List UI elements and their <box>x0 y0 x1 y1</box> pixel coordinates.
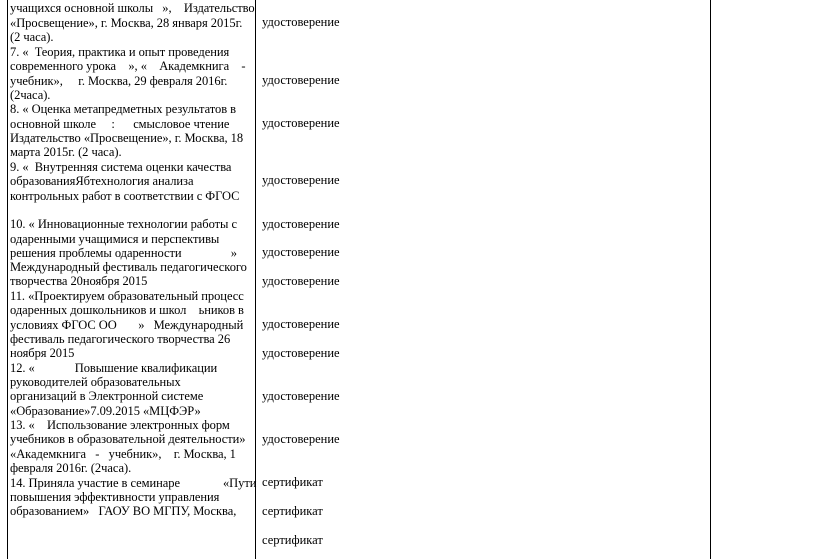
document-type-cell: удостоверение <box>262 432 340 446</box>
course-text-line: 7. « Теория, практика и опыт проведения <box>10 45 230 59</box>
document-type-cell: удостоверение <box>262 389 340 403</box>
course-text-line: февраля 2016г. (2часа). <box>10 461 132 475</box>
course-text-line: (2часа). <box>10 88 51 102</box>
document-type-cell: удостоверение <box>262 116 340 130</box>
course-text-line: учебников в образовательной деятельности» <box>10 432 246 446</box>
course-text-line: 11. «Проектируем образовательный процесс <box>10 289 244 303</box>
course-text-line: современного урока », « Академкнига - <box>10 59 246 73</box>
course-text-line: учащихся основной школы », Издательство <box>10 1 255 15</box>
course-text-line: Издательство «Просвещение», г. Москва, 18 <box>10 131 244 145</box>
course-text-line: организаций в Электронной системе <box>10 389 204 403</box>
document-type-cell: удостоверение <box>262 217 340 231</box>
course-text-line: 9. « Внутренняя система оценки качества <box>10 160 232 174</box>
course-text-line: 12. « Повышение квалификации <box>10 361 218 375</box>
course-text-line: условиях ФГОС ОО » Международный <box>10 318 244 332</box>
course-text-line: 8. « Оценка метапредметных результатов в <box>10 102 237 116</box>
course-text-line: (2 часа). <box>10 30 54 44</box>
course-text-line: основной школе : смысловое чтение <box>10 117 230 131</box>
course-text-line: 10. « Инновационные технологии работы с <box>10 217 237 231</box>
course-text-line: одаренными учащимися и перспективы <box>10 232 220 246</box>
course-text-line: руководителей образовательных <box>10 375 181 389</box>
course-text-line: «Образование»7.09.2015 «МЦФЭР» <box>10 404 201 418</box>
course-text-line: марта 2015г. (2 часа). <box>10 145 122 159</box>
course-text-line: «Академкнига - учебник», г. Москва, 1 <box>10 447 236 461</box>
course-text-line: контрольных работ в соответствии с ФГОС <box>10 189 240 203</box>
table-left-border <box>7 0 8 559</box>
document-type-cell: сертификат <box>262 533 323 547</box>
document-type-cell: сертификат <box>262 504 323 518</box>
document-type-cell: удостоверение <box>262 346 340 360</box>
course-text-line: образованием» ГАОУ ВО МГПУ, Москва, <box>10 504 237 518</box>
course-text-line: учебник», г. Москва, 29 февраля 2016г. <box>10 74 228 88</box>
document-type-cell: сертификат <box>262 475 323 489</box>
document-type-cell: удостоверение <box>262 317 340 331</box>
course-text-line: образованияЯбтехнология анализа <box>10 174 194 188</box>
course-text-line: решения проблемы одаренности » <box>10 246 237 260</box>
document-type-cell: удостоверение <box>262 73 340 87</box>
document-type-cell: удостоверение <box>262 245 340 259</box>
course-text-line: 14. Приняла участие в семинаре «Пути <box>10 476 257 490</box>
course-text-line: ноября 2015 <box>10 346 75 360</box>
course-text-line: одаренных дошкольников и школ ьников в <box>10 303 244 317</box>
table-right-border <box>710 0 711 559</box>
document-type-cell: удостоверение <box>262 274 340 288</box>
course-text-line: творчества 20ноября 2015 <box>10 274 148 288</box>
course-text-line: Международный фестиваль педагогического <box>10 260 247 274</box>
course-text-line: 13. « Использование электронных форм <box>10 418 230 432</box>
document-type-cell: удостоверение <box>262 15 340 29</box>
course-text-line: повышения эффективности управления <box>10 490 220 504</box>
document-type-cell: удостоверение <box>262 173 340 187</box>
course-text-line: «Просвещение», г. Москва, 28 января 2015г. <box>10 16 243 30</box>
course-text-line: фестиваль педагогического творчества 26 <box>10 332 231 346</box>
